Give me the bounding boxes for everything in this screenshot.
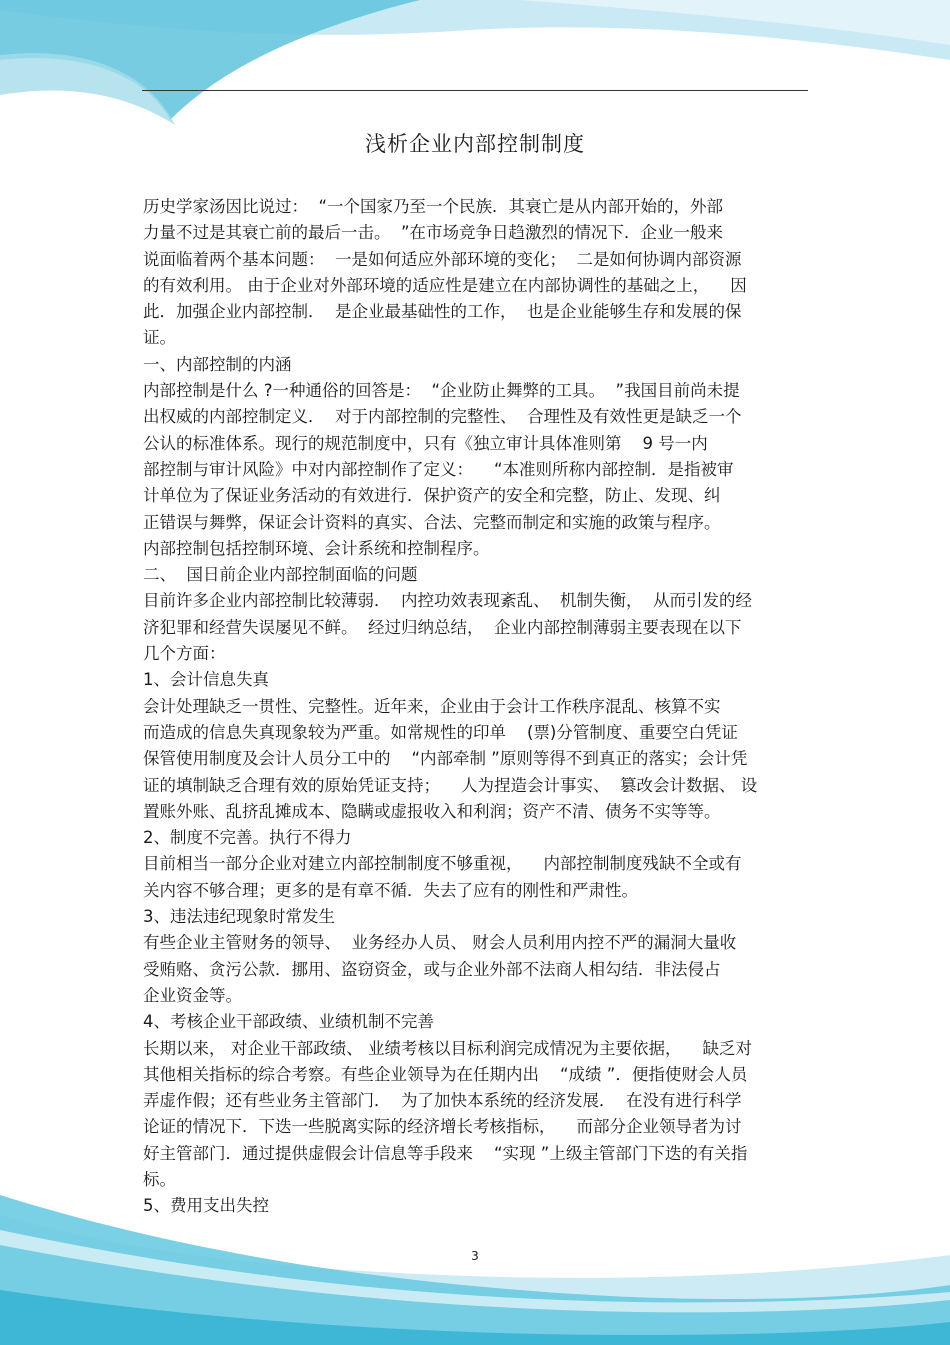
body-line: 济犯罪和经营失误屡见不鲜。 经过归纳总结， 企业内部控制薄弱主要表现在以下 bbox=[143, 617, 742, 637]
subsection-heading: 5、费用支出失控 bbox=[143, 1196, 269, 1216]
body-line: 正错误与舞弊，保证会计资料的真实、合法、完整而制定和实施的政策与程序。 bbox=[143, 512, 721, 532]
body-line: 弄虚作假；还有些业务主管部门． 为了加快本系统的经济发展． 在没有进行科学 bbox=[143, 1091, 742, 1111]
subsection-heading: 3、违法违纪现象时常发生 bbox=[143, 907, 335, 927]
body-text bbox=[143, 194, 813, 1220]
section-heading: 二、 国日前企业内部控制面临的问题 bbox=[143, 565, 418, 585]
body-line: 出权威的内部控制定义． 对于内部控制的完整性、 合理性及有效性更是缺乏一个 bbox=[143, 407, 742, 427]
body-line: 保管使用制度及会计人员分工中的 “内部牵制 ”原则等得不到真正的落实；会计凭 bbox=[143, 749, 748, 769]
subsection-heading: 4、考核企业干部政绩、业绩机制不完善 bbox=[143, 1012, 434, 1032]
body-line: 会计处理缺乏一贯性、完整性。近年来，企业由于会计工作秩序混乱、核算不实 bbox=[143, 696, 721, 716]
body-line: 好主管部门．通过提供虚假会计信息等手段来 “实现 ”上级主管部门下迭的有关指 bbox=[143, 1143, 748, 1163]
body-line: 公认的标准体系。现行的规范制度中，只有《独立审计具体准则第 9 号一内 bbox=[143, 433, 708, 453]
body-line: 有些企业主管财务的领导、 业务经办人员、 财会人员利用内控不严的漏洞大量收 bbox=[143, 933, 737, 953]
body-line: 内部控制是什么 ?一种通俗的回答是： “企业防止舞弊的工具。 ”我国目前尚未提 bbox=[143, 381, 740, 401]
body-line: 部控制与审计风险》中对内部控制作了定义： “本准则所称内部控制．是指被审 bbox=[143, 459, 734, 479]
body-line: 计单位为了保证业务活动的有效进行．保护资产的安全和完整，防止、发现、纠 bbox=[143, 486, 721, 506]
body-line: 而造成的信息失真现象较为严重。如常规性的印单 (票)分管制度、重要空白凭证 bbox=[143, 722, 738, 742]
body-line: 长期以来， 对企业干部政绩、 业绩考核以目标利润完成情况为主要依据， 缺乏对 bbox=[143, 1038, 752, 1058]
body-line: 企业资金等。 bbox=[143, 985, 242, 1005]
body-line: 说面临着两个基本问题： 一是如何适应外部环境的变化； 二是如何协调内部资源 bbox=[143, 249, 742, 269]
body-line: 历史学家汤因比说过： “一个国家乃至一个民族．其衰亡是从内部开始的，外部 bbox=[143, 197, 724, 216]
body-line: 证。 bbox=[143, 328, 176, 348]
page-number: 3 bbox=[471, 1249, 479, 1263]
subsection-heading: 2、制度不完善。执行不得力 bbox=[143, 828, 352, 848]
body-line: 证的填制缺乏合理有效的原始凭证支持； 人为捏造会计事实、 篡改会计数据、 设 bbox=[143, 775, 758, 795]
document-title: 浅析企业内部控制制度 bbox=[365, 132, 585, 156]
body-line: 其他相关指标的综合考察。有些企业领导为在任期内出 “成绩 ”．便指使财会人员 bbox=[143, 1064, 748, 1084]
body-line: 目前相当一部分企业对建立内部控制制度不够重视， 内部控制制度残缺不全或有 bbox=[143, 854, 742, 874]
body-line: 受贿赂、贪污公款．挪用、盗窃资金，或与企业外部不法商人相勾结．非法侵占 bbox=[143, 959, 721, 979]
body-line: 关内容不够合理；更多的是有章不循．失去了应有的刚性和严肃性。 bbox=[143, 880, 638, 900]
body-line: 内部控制包括控制环境、会计系统和控制程序。 bbox=[143, 538, 490, 558]
body-line: 的有效利用。 由于企业对外部环境的适应性是建立在内部协调性的基础之上， 因 bbox=[143, 275, 747, 295]
body-line: 几个方面： bbox=[143, 644, 226, 664]
header-rule bbox=[142, 90, 808, 91]
body-line: 此．加强企业内部控制． 是企业最基础性的工作， 也是企业能够生存和发展的保 bbox=[143, 302, 742, 322]
body-line: 力量不过是其衰亡前的最后一击。 ”在市场竞争日趋激烈的情况下．企业一般来 bbox=[143, 223, 724, 243]
body-line: 论证的情况下．下迭一些脱离实际的经济增长考核指标， 而部分企业领导者为讨 bbox=[143, 1117, 742, 1137]
body-line: 标。 bbox=[143, 1169, 176, 1189]
subsection-heading: 1、会计信息失真 bbox=[143, 670, 269, 690]
body-line: 置账外账、乱挤乱摊成本、隐瞒或虚报收入和利润；资产不清、债务不实等等。 bbox=[143, 801, 721, 821]
section-heading: 一、内部控制的内涵 bbox=[143, 354, 292, 374]
body-line: 目前许多企业内部控制比较薄弱． 内控功效表现紊乱、 机制失衡， 从而引发的经 bbox=[143, 591, 752, 611]
